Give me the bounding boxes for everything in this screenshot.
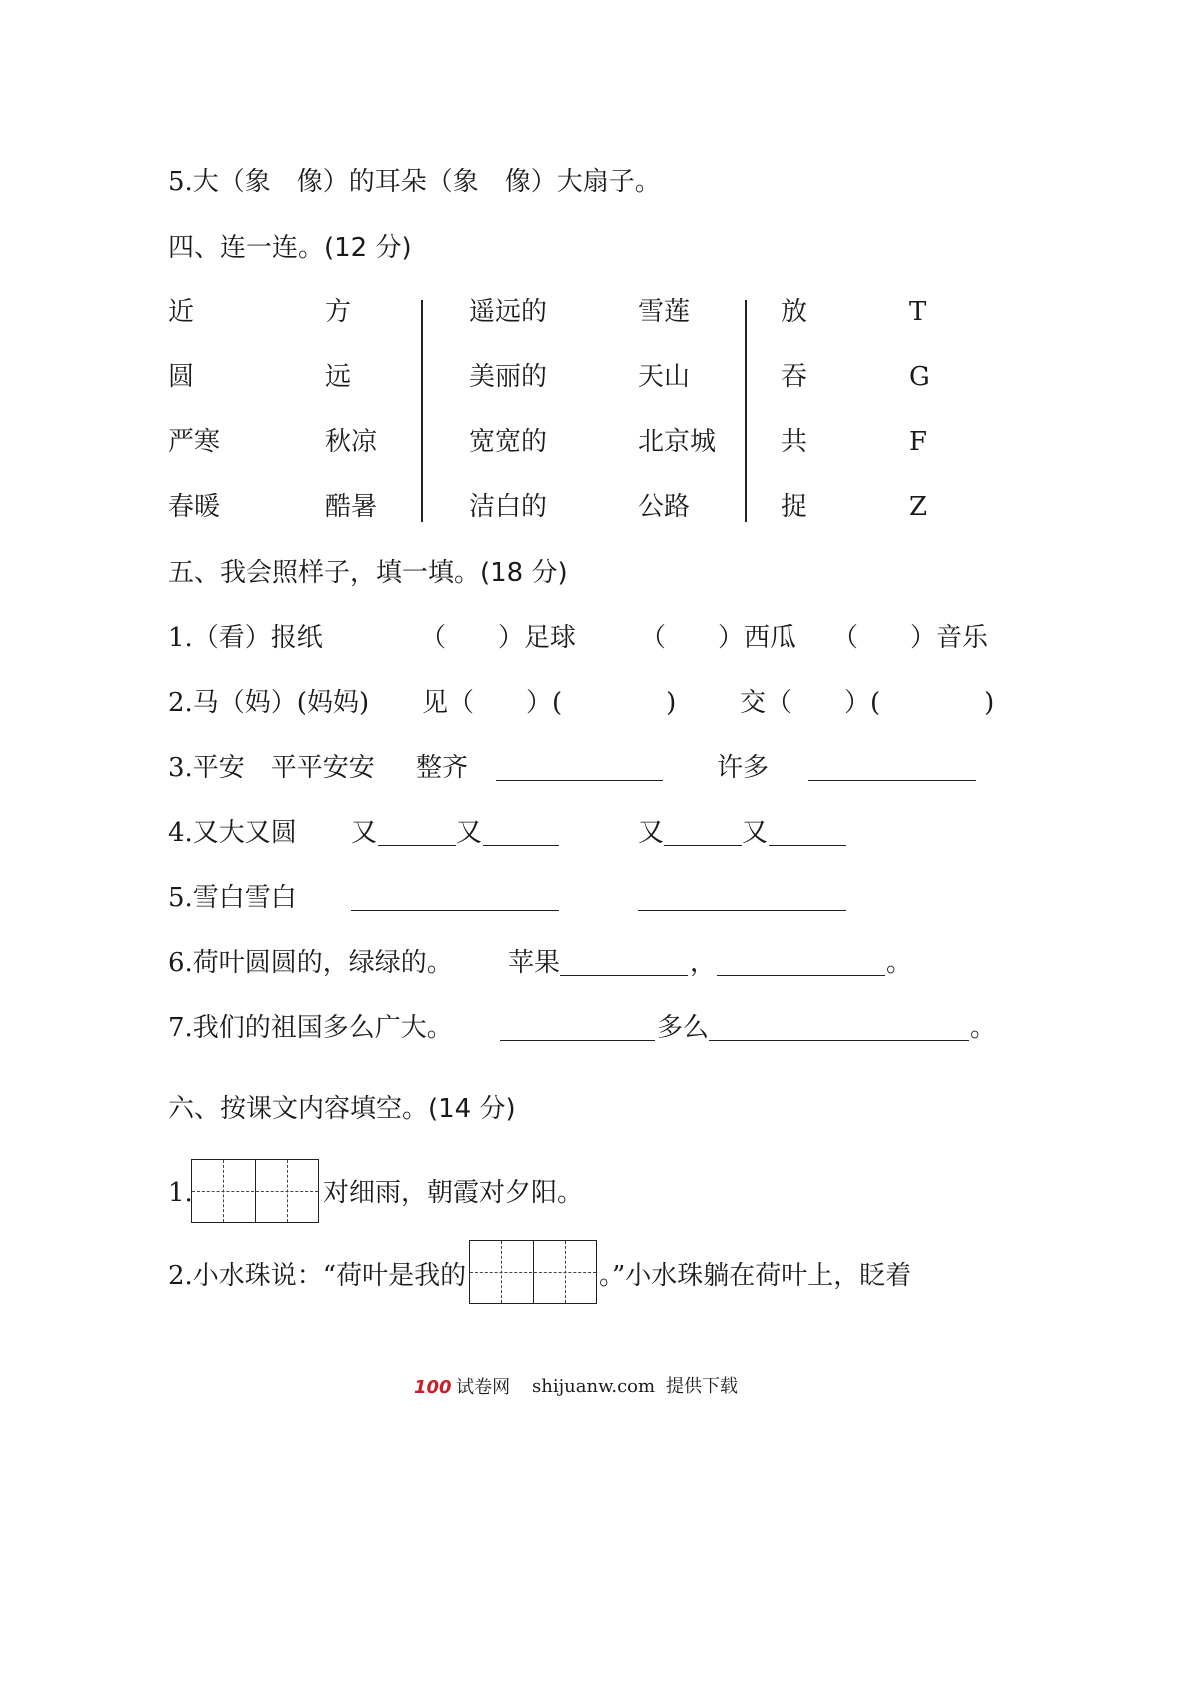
s5-q4-you-1: 又: [351, 818, 378, 848]
s6-q1-writing-grid[interactable]: [191, 1159, 319, 1223]
s5-q6-example: 6.荷叶圆圆的，绿绿的。: [168, 948, 453, 978]
match-g2-right-1: 雪莲: [638, 297, 691, 327]
s5-q2-blank-b[interactable]: 交（ ）( ): [740, 688, 995, 718]
match-g1-right-3: 秋凉: [325, 427, 378, 457]
s5-q3-example: 3.平安 平平安安: [168, 753, 375, 783]
site-name: 试卷网: [456, 1377, 511, 1398]
match-g3-left-2: 吞: [781, 362, 808, 392]
s6-q1-suffix: 对细雨，朝霞对夕阳。: [323, 1178, 584, 1208]
s5-q6-word: 苹果: [508, 948, 561, 978]
match-g1-left-4: 春暖: [168, 492, 221, 522]
s5-q7-period: 。: [970, 1013, 997, 1043]
s5-q2-blank-a[interactable]: 见（ ）( ): [422, 688, 677, 718]
match-g1-left-3: 严寒: [168, 427, 221, 457]
s5-q4-answer-line[interactable]: [769, 845, 846, 846]
match-g2-right-3: 北京城: [638, 427, 717, 457]
match-g1-right-4: 酷暑: [325, 492, 378, 522]
footer: [414, 1376, 510, 1399]
s5-q7-answer-line-a[interactable]: [500, 1040, 655, 1041]
match-g2-left-4: 洁白的: [469, 492, 548, 522]
s6-q2-prefix: 2.小水珠说：“荷叶是我的: [168, 1261, 467, 1291]
match-g1-left-1: 近: [168, 297, 195, 327]
section-5-title: 五、我会照样子，填一填。(18 分): [168, 558, 568, 588]
q3-item-5: 5.大（象 像）的耳朵（象 像）大扇子。: [168, 167, 661, 197]
s5-q7-answer-line-b[interactable]: [709, 1040, 969, 1041]
match-g1-right-1: 方: [325, 297, 352, 327]
s5-q4-answer-line[interactable]: [378, 845, 456, 846]
s5-q3-word-b: 许多: [717, 753, 770, 783]
s5-q4-example: 4.又大又圆: [168, 818, 297, 848]
match-g3-right-2: G: [909, 362, 930, 392]
match-g2-right-2: 天山: [638, 362, 691, 392]
s5-q1-blank-c[interactable]: （ ）音乐: [832, 623, 989, 653]
s5-q4-answer-line[interactable]: [483, 845, 559, 846]
match-g2-right-4: 公路: [638, 492, 691, 522]
s5-q4-you-3: 又: [638, 818, 665, 848]
s5-q4-answer-line[interactable]: [664, 845, 742, 846]
s5-q4-you-2: 又: [456, 818, 483, 848]
column-divider: [421, 300, 423, 522]
match-g2-left-1: 遥远的: [469, 297, 548, 327]
s5-q1-blank-b[interactable]: （ ）西瓜: [640, 623, 797, 653]
s5-q3-word-a: 整齐: [416, 753, 469, 783]
match-g3-right-3: F: [909, 427, 928, 457]
s5-q5-answer-line[interactable]: [638, 910, 846, 911]
match-g1-left-2: 圆: [168, 362, 195, 392]
match-g3-left-1: 放: [781, 297, 808, 327]
s5-q3-answer-line-b[interactable]: [808, 780, 976, 781]
match-g3-right-4: Z: [909, 492, 928, 522]
s5-q6-answer-line-b[interactable]: [717, 975, 885, 976]
s6-q1-prefix: 1.: [168, 1178, 193, 1208]
s5-q5-example: 5.雪白雪白: [168, 883, 297, 913]
s5-q3-answer-line-a[interactable]: [496, 780, 663, 781]
s5-q6-period: 。: [886, 948, 913, 978]
match-g2-left-3: 宽宽的: [469, 427, 548, 457]
match-g2-left-2: 美丽的: [469, 362, 548, 392]
s5-q4-you-4: 又: [742, 818, 769, 848]
s5-q1-example: 1.（看）报纸: [168, 623, 323, 653]
s5-q7-example: 7.我们的祖国多么广大。: [168, 1013, 453, 1043]
s5-q5-answer-line[interactable]: [351, 910, 559, 911]
s6-q2-writing-grid[interactable]: [469, 1240, 597, 1304]
s6-q2-suffix: 。”小水珠躺在荷叶上，眨着: [599, 1261, 912, 1291]
site-logo: 100: [414, 1377, 452, 1398]
match-g3-left-4: 捉: [781, 492, 808, 522]
match-g1-right-2: 远: [325, 362, 352, 392]
s5-q7-mid: 多么: [657, 1013, 710, 1043]
s5-q2-example: 2.马（妈）(妈妈): [168, 688, 370, 718]
match-g3-right-1: T: [909, 297, 927, 327]
section-4-title: 四、连一连。(12 分): [168, 233, 412, 263]
download-note: 提供下载: [666, 1376, 738, 1397]
s5-q1-blank-a[interactable]: （ ）足球: [420, 623, 577, 653]
s5-q6-comma: ，: [690, 948, 717, 978]
site-domain[interactable]: shijuanw.com: [532, 1376, 656, 1397]
s5-q6-answer-line-a[interactable]: [560, 975, 688, 976]
section-6-title: 六、按课文内容填空。(14 分): [168, 1094, 516, 1124]
match-g3-left-3: 共: [781, 427, 808, 457]
column-divider: [745, 300, 747, 522]
